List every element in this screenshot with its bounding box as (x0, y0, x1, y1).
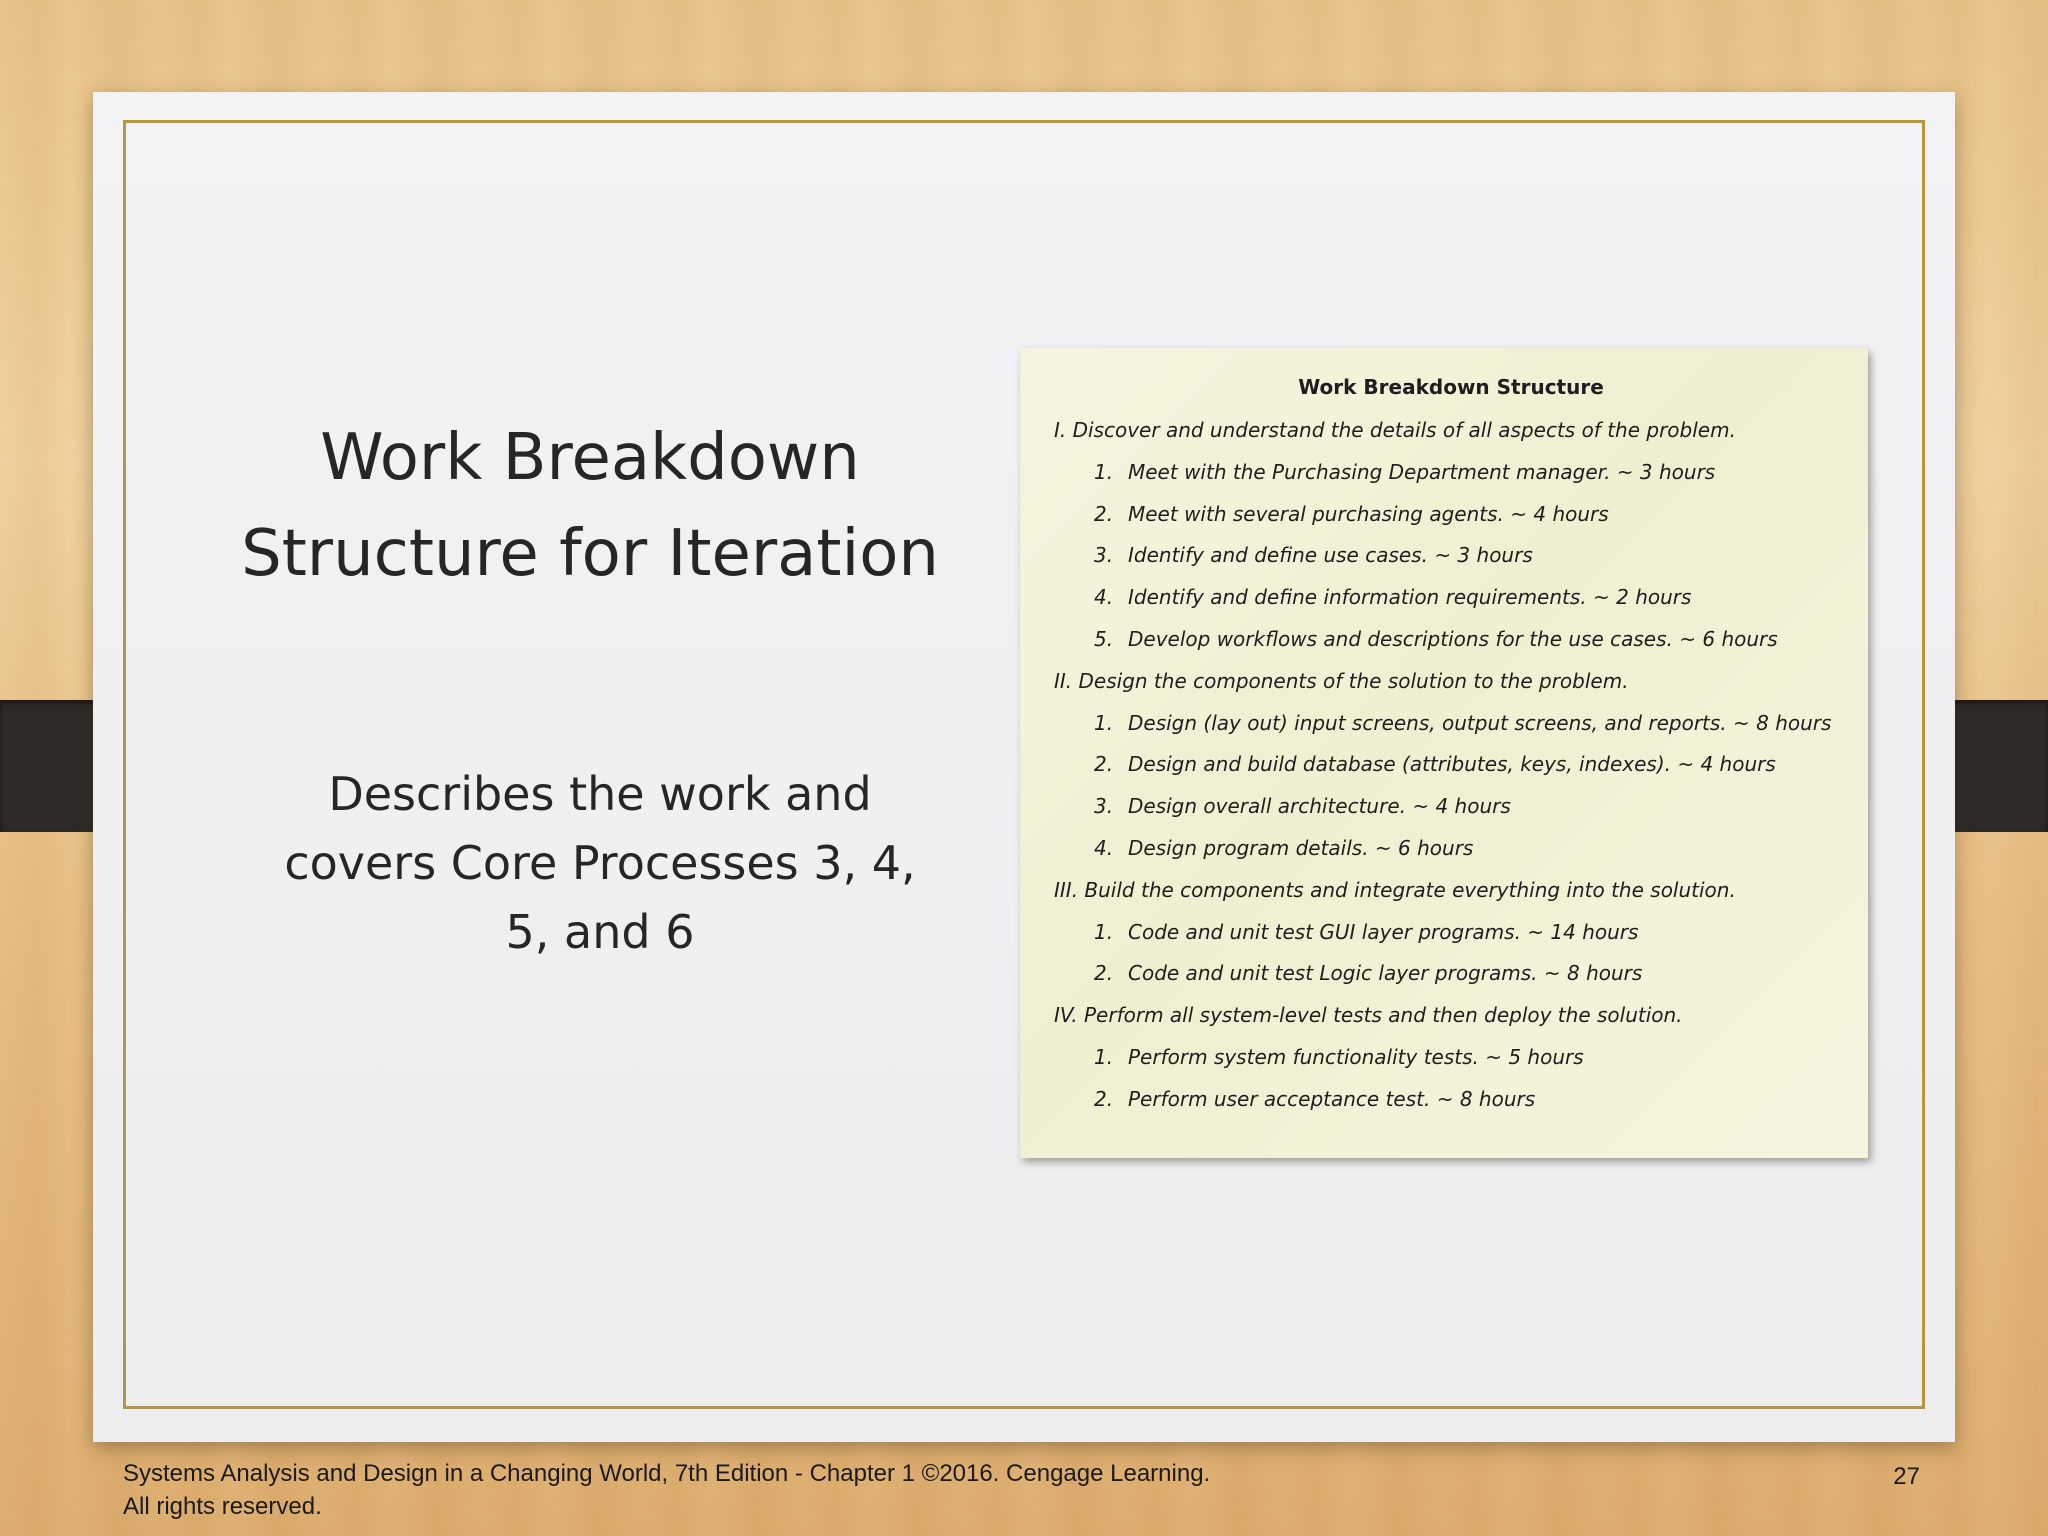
wbs-task-number: 1. (1094, 459, 1114, 484)
wbs-section-label: IV. Perform all system-level tests and then deploy the solution. (1054, 1003, 1683, 1028)
wbs-task (1054, 703, 1848, 745)
wbs-task (1054, 912, 1848, 954)
wbs-task-text: Develop workflows and descriptions for the use cases. ~ 6 hours (1128, 626, 1778, 651)
wbs-task (1054, 577, 1848, 619)
wbs-task-number: 1. (1094, 710, 1114, 735)
wbs-section (1054, 995, 1848, 1120)
wbs-task-text: Meet with several purchasing agents. ~ 4 hours (1128, 501, 1609, 526)
page-number: 27 (1893, 1463, 1920, 1490)
wbs-section (1054, 661, 1848, 870)
wbs-task-text: Code and unit test Logic layer programs. ~ 8 hours (1128, 961, 1643, 986)
wbs-task-number: 2. (1094, 961, 1114, 986)
wbs-task-number: 2. (1094, 1086, 1114, 1111)
wbs-title: Work Breakdown Structure (1298, 375, 1604, 399)
wbs-task-number: 4. (1094, 835, 1114, 860)
wbs-task-number: 1. (1094, 1044, 1114, 1069)
wbs-task-number: 3. (1094, 794, 1114, 819)
wbs-section-label: II. Design the components of the solution to the problem. (1054, 668, 1629, 693)
wbs-task (1054, 786, 1848, 828)
wbs-task-text: Design (lay out) input screens, output screens, and reports. ~ 8 hours (1128, 710, 1832, 735)
footer-copyright: Systems Analysis and Design in a Changing World, 7th Edition - Chapter 1 ©2016. Cengage Learning. All rights reserved. (123, 1460, 1211, 1520)
wbs-list (1054, 410, 1848, 1121)
wbs-task-text: Meet with the Purchasing Department manager. ~ 3 hours (1128, 459, 1716, 484)
wbs-task (1054, 452, 1848, 494)
wbs-task (1054, 535, 1848, 577)
wbs-task-number: 4. (1094, 585, 1114, 610)
wbs-task-text: Design program details. ~ 6 hours (1128, 835, 1474, 860)
wbs-figure (1020, 348, 1868, 1158)
wbs-task-text: Code and unit test GUI layer programs. ~ 14 hours (1128, 919, 1639, 944)
wbs-section (1054, 870, 1848, 995)
wbs-task (1054, 494, 1848, 536)
wbs-section-label: III. Build the components and integrate everything into the solution. (1054, 877, 1736, 902)
wbs-task (1054, 619, 1848, 661)
wbs-task-number: 3. (1094, 543, 1114, 568)
wbs-task (1054, 744, 1848, 786)
wbs-task (1054, 1037, 1848, 1079)
wbs-task-number: 1. (1094, 919, 1114, 944)
wbs-section-label: I. Discover and understand the details of all aspects of the problem. (1054, 418, 1736, 442)
slide-title: Work Breakdown Structure for Iteration (241, 421, 939, 591)
wbs-task (1054, 1079, 1848, 1121)
wbs-task-number: 5. (1094, 626, 1114, 651)
wbs-task (1054, 953, 1848, 995)
wbs-task-text: Identify and define use cases. ~ 3 hours (1128, 543, 1533, 568)
wbs-task-number: 2. (1094, 501, 1114, 526)
wbs-task-text: Perform system functionality tests. ~ 5 hours (1128, 1044, 1584, 1069)
wbs-task (1054, 828, 1848, 870)
slide-subtitle: Describes the work and covers Core Processes 3, 4, 5, and 6 (284, 767, 916, 959)
wbs-section (1054, 410, 1848, 661)
wbs-task-number: 2. (1094, 752, 1114, 777)
wbs-task-text: Identify and define information requirements. ~ 2 hours (1128, 585, 1692, 610)
wbs-task-text: Perform user acceptance test. ~ 8 hours (1128, 1086, 1536, 1111)
wbs-task-text: Design overall architecture. ~ 4 hours (1128, 794, 1511, 819)
wbs-task-text: Design and build database (attributes, keys, indexes). ~ 4 hours (1128, 752, 1776, 777)
